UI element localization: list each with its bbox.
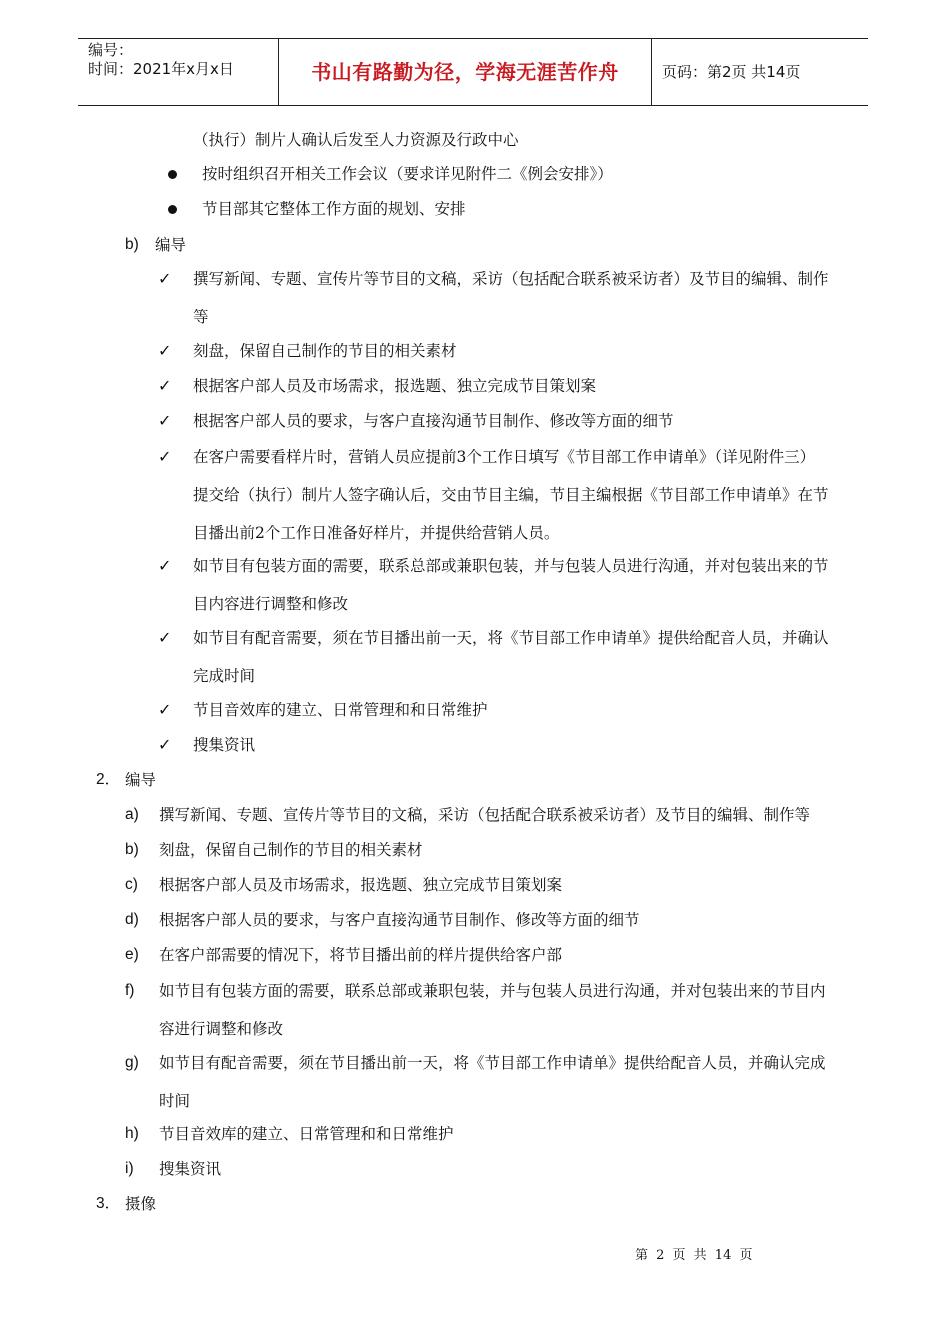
list-marker: i) (125, 1160, 134, 1177)
page-footer: 第 2 页 共 14 页 (635, 1248, 753, 1263)
check-item-line: 提交给（执行）制片人签字确认后，交由节目主编，节目主编根据《节目部工作申请单》在节 (193, 486, 829, 504)
list-marker: a) (125, 806, 139, 823)
check-item-line: 搜集资讯 (193, 736, 256, 754)
list-item-line: 节目音效库的建立、日常管理和和日常维护 (159, 1125, 454, 1143)
checkmark-icon: ✓ (158, 628, 172, 647)
list-marker: b) (125, 236, 139, 253)
list-marker: f) (125, 982, 135, 999)
checkmark-icon: ✓ (158, 735, 172, 754)
bullet-item: 节目部其它整体工作方面的规划、安排 (202, 200, 466, 218)
bullet-dot-icon (168, 205, 177, 214)
check-item-line: 如节目有配音需要，须在节目播出前一天，将《节目部工作申请单》提供给配音人员，并确认 (193, 629, 829, 647)
bullet-dot-icon (168, 170, 177, 179)
check-item-line: 完成时间 (193, 667, 256, 685)
page-header (78, 38, 868, 106)
document-number: 编号： (88, 41, 134, 59)
list-item-line: 如节目有配音需要，须在节目播出前一天，将《节目部工作申请单》提供给配音人员，并确认完成 (159, 1054, 826, 1072)
check-item-line: 撰写新闻、专题、宣传片等节目的文稿，采访（包括配合联系被采访者）及节目的编辑、制作 (193, 270, 829, 288)
list-item-line: 根据客户部人员的要求，与客户直接沟通节目制作、修改等方面的细节 (159, 911, 640, 929)
list-item-line: 刻盘，保留自己制作的节目的相关素材 (159, 841, 423, 859)
list-item-line: 时间 (159, 1092, 191, 1110)
list-marker: h) (125, 1125, 139, 1142)
list-marker: d) (125, 911, 139, 928)
list-marker: g) (125, 1054, 139, 1071)
checkmark-icon: ✓ (158, 447, 172, 466)
section-title: 编导 (125, 771, 157, 789)
list-item-continuation: （执行）制片人确认后发至人力资源及行政中心 (193, 131, 519, 149)
header-motto: 书山有路勤为径，学海无涯苦作舟 (279, 39, 652, 105)
list-marker: e) (125, 946, 139, 963)
list-marker: b) (125, 841, 139, 858)
check-item-line: 如节目有包装方面的需要，联系总部或兼职包装，并与包装人员进行沟通，并对包装出来的节 (193, 557, 829, 575)
check-item-line: 在客户需要看样片时，营销人员应提前3个工作日填写《节目部工作申请单》（详见附件三） (193, 448, 816, 466)
check-item-line: 根据客户部人员的要求，与客户直接沟通节目制作、修改等方面的细节 (193, 412, 674, 430)
list-item-line: 容进行调整和修改 (159, 1020, 284, 1038)
list-item-line: 搜集资讯 (159, 1160, 222, 1178)
check-item-line: 刻盘，保留自己制作的节目的相关素材 (193, 342, 457, 360)
section-number: 3． (96, 1195, 121, 1212)
checkmark-icon: ✓ (158, 269, 172, 288)
header-meta (78, 39, 279, 105)
checkmark-icon: ✓ (158, 411, 172, 430)
check-item-line: 目内容进行调整和修改 (193, 595, 349, 613)
bullet-item: 按时组织召开相关工作会议（要求详见附件二《例会安排》） (202, 165, 613, 183)
check-item-line: 节目音效库的建立、日常管理和和日常维护 (193, 701, 488, 719)
list-marker: c) (125, 876, 138, 893)
checkmark-icon: ✓ (158, 341, 172, 360)
checkmark-icon: ✓ (158, 376, 172, 395)
list-item-line: 如节目有包装方面的需要，联系总部或兼职包装，并与包装人员进行沟通，并对包装出来的节目内 (159, 982, 826, 1000)
list-item-line: 在客户部需要的情况下，将节目播出前的样片提供给客户部 (159, 946, 563, 964)
checkmark-icon: ✓ (158, 556, 172, 575)
subsection-title: 编导 (155, 236, 187, 254)
header-page-number: 页码：第2页 共14页 (662, 63, 801, 81)
list-item-line: 撰写新闻、专题、宣传片等节目的文稿，采访（包括配合联系被采访者）及节目的编辑、制作等 (159, 806, 811, 824)
list-item-line: 根据客户部人员及市场需求，报选题、独立完成节目策划案 (159, 876, 563, 894)
document-date: 时间：2021年x月x日 (88, 60, 234, 78)
section-number: 2． (96, 771, 121, 788)
checkmark-icon: ✓ (158, 700, 172, 719)
section-title: 摄像 (125, 1195, 157, 1213)
check-item-line: 目播出前2个工作日准备好样片，并提供给营销人员。 (193, 524, 560, 542)
check-item-line: 等 (193, 308, 209, 326)
check-item-line: 根据客户部人员及市场需求，报选题、独立完成节目策划案 (193, 377, 597, 395)
